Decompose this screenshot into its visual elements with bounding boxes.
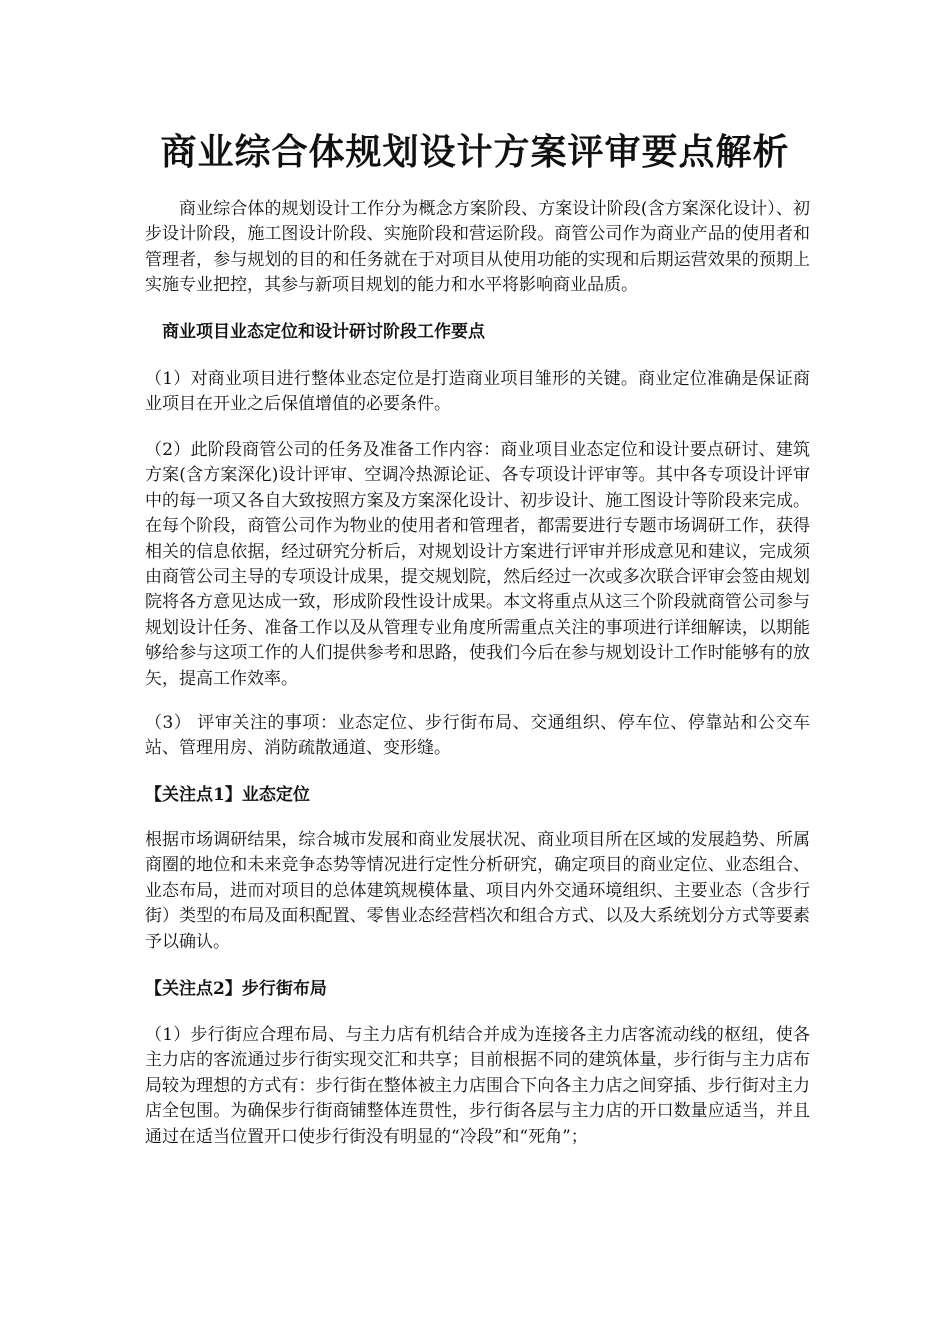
focus-1-paragraph: 根据市场调研结果，综合城市发展和商业发展状况、商业项目所在区域的发展趋势、所属商圈的地位和未来竞争态势等情况进行定性分析研究，确定项目的商业定位、业态组合、业态布局，进而对项目的总体建筑规模体量、项目内外交通环境组织、主要业态（含步行街）类型的布局及面积配置、零售业态经营档次和组合方式、以及大系统划分方式等要素予以确认。 xyxy=(145,830,810,952)
focus-1-heading: 【关注点1】业态定位 xyxy=(145,785,310,805)
focus-2-paragraph: （1）步行街应合理布局、与主力店有机结合并成为连接各主力店客流动线的枢纽，使各主力店的客流通过步行街实现交汇和共享；目前根据不同的建筑体量，步行街与主力店布局较为理想的方式有：步行街在整体被主力店围合下向各主力店之间穿插、步行街对主力店全包围。为确保步行街商铺整体连贯性，步行街各层与主力店的开口数量应适当，并且通过在适当位置开口使步行街没有明显的“冷段”和“死角”； xyxy=(145,1025,810,1147)
section-heading: 商业项目业态定位和设计研讨阶段工作要点 xyxy=(162,322,485,342)
paragraph-3: （3） 评审关注的事项：业态定位、步行街布局、交通组织、停车位、停靠站和公交车站、管理用房、消防疏散通道、变形缝。 xyxy=(145,713,810,759)
paragraph-1: （1）对商业项目进行整体业态定位是打造商业项目雏形的关键。商业定位准确是保证商业项目在开业之后保值增值的必要条件。 xyxy=(145,369,810,415)
document-title: 商业综合体规划设计方案评审要点解析 xyxy=(160,131,790,173)
intro-paragraph: 商业综合体的规划设计工作分为概念方案阶段、方案设计阶段(含方案深化设计）、初步设计阶段，施工图设计阶段、实施阶段和营运阶段。商管公司作为商业产品的使用者和管理者，参与规划的目的和任务就在于对项目从使用功能的实现和后期运营效果的预期上实施专业把控，其参与新项目规划的能力和水平将影响商业品质。 xyxy=(145,199,810,296)
paragraph-2: （2）此阶段商管公司的任务及准备工作内容：商业项目业态定位和设计要点研讨、建筑方案(含方案深化)设计评审、空调冷热源论证、各专项设计评审等。其中各专项设计评审中的每一项又各自大致按照方案及方案深化设计、初步设计、施工图设计等阶段来完成。在每个阶段，商管公司作为物业的使用者和管理者，都需要进行专题市场调研工作，获得相关的信息依据，经过研究分析后，对规划设计方案进行评审并形成意见和建议，完成须由商管公司主导的专项设计成果，提交规划院，然后经过一次或多次联合评审会签由规划院将各方意见达成一致，形成阶段性设计成果。本文将重点从这三个阶段就商管公司参与规划设计任务、准备工作以及从管理专业角度所需重点关注的事项进行详细解读，以期能够给参与这项工作的人们提供参考和思路，使我们今后在参与规划设计工作时能够有的放矢，提高工作效率。 xyxy=(145,440,810,689)
focus-2-heading: 【关注点2】步行街布局 xyxy=(145,979,327,999)
